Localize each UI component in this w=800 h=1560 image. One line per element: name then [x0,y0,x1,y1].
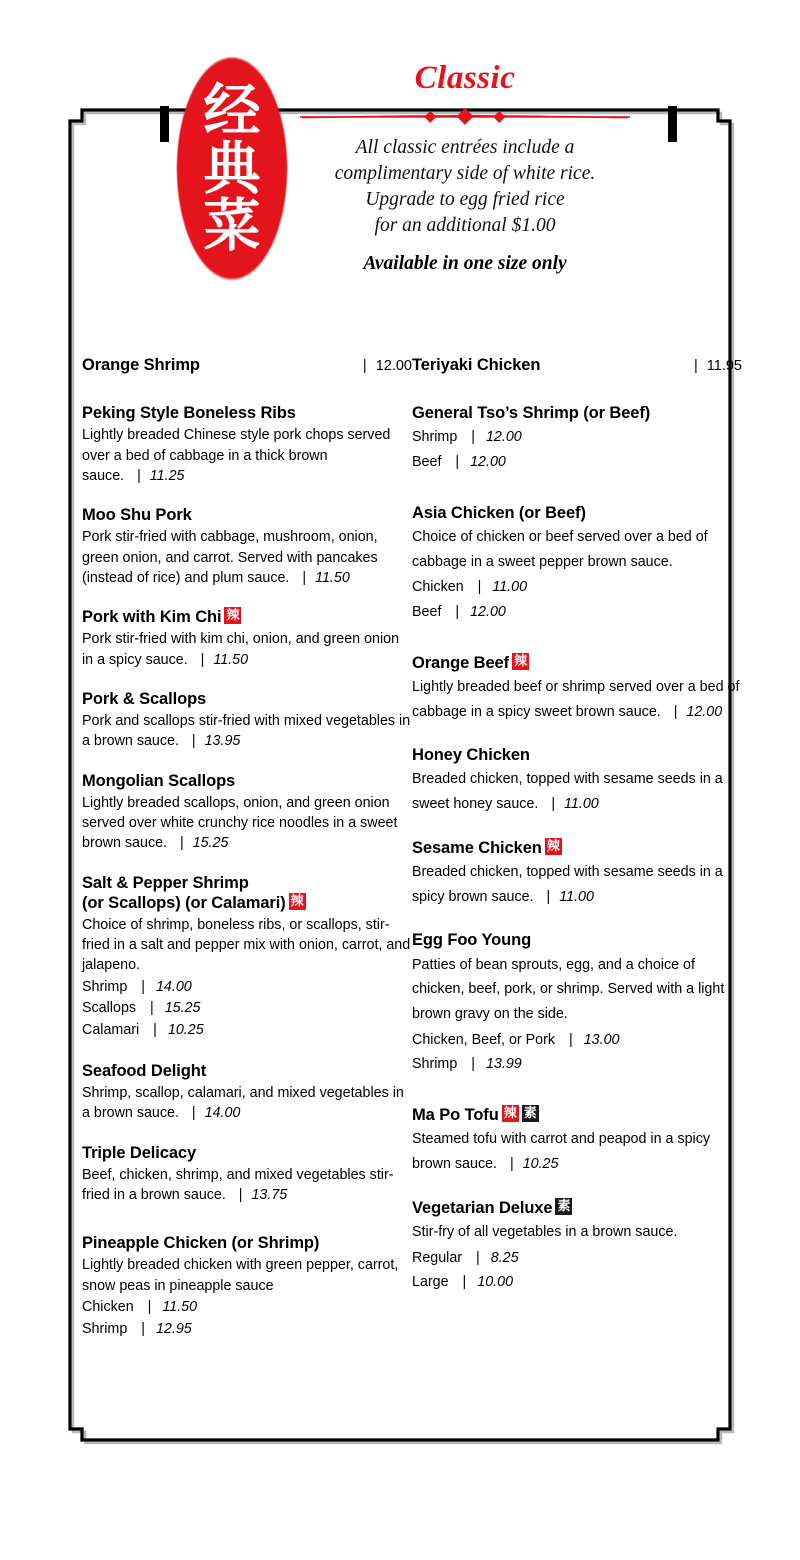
menu-item-name [82,355,200,375]
menu-item-name [82,505,412,525]
menu-item-price [363,358,412,374]
menu-item-price [124,468,184,484]
menu-item [82,505,412,588]
menu-item-name-text: Moo Shu Pork [82,506,192,525]
menu-item-description [412,675,742,724]
price-value: 13.00 [583,1031,620,1048]
menu-item-name-text: Mongolian Scallops [82,771,236,790]
price-separator: | [694,358,698,374]
divider-diamond-left [424,111,436,123]
menu-item-description [82,1255,412,1296]
menu-item [412,355,742,375]
description-text: Beef, chicken, shrimp, and mixed vegetables stir-fried in a brown sauce. [82,1166,394,1204]
menu-item-description [412,767,742,816]
menu-item [412,745,742,817]
menu-item-name-text: General Tso’s Shrimp (or Beef) [412,404,651,423]
description-text: Choice of chicken or beef served over a bed of cabbage in a sweet pepper brown sauce. [412,528,708,570]
menu-item-name [412,745,742,765]
price-option-label: Shrimp [412,1056,458,1073]
menu-item-name-line2: (or Scallops) (or Calamari) [82,893,286,912]
menu-item-name-text: Ma Po Tofu [412,1106,499,1125]
price-value: 11.95 [706,358,742,374]
availability-note: Available in one size only [363,252,567,274]
menu-item-name [412,930,742,950]
price-separator: | [502,1155,518,1172]
menu-item [82,771,412,854]
description-text: Lightly breaded beef or shrimp served over a bed of cabbage in a spicy sweet brown sauce. [412,678,740,720]
menu-item-price [694,358,742,374]
description-text: Breaded chicken, topped with sesame seeds in a sweet honey sauce. [412,771,723,813]
menu-item-price [534,889,594,905]
price-value: 13.99 [485,1056,522,1073]
header-note-line-3: Upgrade to egg fried rice [365,188,565,210]
price-option-label: Shrimp [82,1320,128,1337]
menu-item-price [179,733,240,749]
description-text: Lightly breaded scallops, onion, and green onion served over white crunchy rice noodles in a sweet brown sauce. [82,794,398,852]
menu-item [82,1061,412,1124]
price-separator: | [142,1000,154,1017]
menu-item-price-list [412,575,742,624]
price-option-row [412,575,742,600]
menu-item-price-list [82,977,412,1042]
menu-item-name [412,503,742,523]
price-value: 10.00 [477,1274,514,1291]
price-value: 11.00 [559,888,594,905]
menu-item-name [412,355,540,375]
price-option-label: Large [412,1274,449,1291]
seal-char-2: 典 [203,135,261,202]
menu-item-price [188,652,248,668]
menu-item-price [497,1156,558,1172]
price-separator: | [538,888,555,905]
price-value: 11.50 [162,1299,198,1316]
menu-item-name [412,403,742,423]
menu-item-description [412,953,742,1027]
menu-item [412,653,742,725]
price-value: 15.25 [164,1000,201,1017]
price-value: 13.95 [204,733,241,750]
divider-diamond-center [457,108,474,125]
menu-columns [0,355,800,1360]
menu-item-name [412,838,742,858]
spicy-tag-icon: 辣 [512,653,529,670]
price-option-label: Scallops [82,1000,137,1017]
price-option-row [82,977,412,999]
menu-item-description [82,793,412,854]
menu-item-description [82,915,412,976]
price-value: 10.25 [522,1155,559,1172]
price-separator: | [362,358,367,374]
page-title: Classic [414,60,516,96]
seal-char-1: 经 [203,77,261,144]
price-separator: | [230,1187,247,1204]
menu-item-name [412,653,742,673]
vegetarian-tag-icon: 素 [522,1105,539,1122]
spicy-tag-icon: 辣 [545,838,562,855]
menu-item [412,1105,742,1177]
menu-item-description [82,711,412,752]
seal-char-3: 菜 [203,193,261,260]
price-separator: | [468,1249,480,1266]
price-option-label: Chicken [412,579,464,596]
header-note [300,135,630,239]
price-value: 12.00 [470,453,506,470]
price-separator: | [294,569,311,586]
menu-item [82,1143,412,1206]
menu-item-name [82,607,412,627]
seal-characters [176,56,288,281]
price-value: 12.00 [470,603,506,620]
menu-item [412,1198,742,1295]
price-separator: | [665,703,682,720]
menu-item-description [82,1165,412,1206]
menu-item-name-text: Triple Delicacy [82,1143,197,1162]
price-separator: | [133,978,145,995]
header-note-line-4: for an additional $1.00 [374,214,556,236]
menu-item-name [82,1233,412,1253]
price-value: 11.50 [315,569,350,586]
description-text: Lightly breaded chicken with green pepper, carrot, snow peas in pineapple sauce [82,1257,399,1294]
price-value: 11.00 [492,579,528,596]
price-value: 8.25 [490,1249,519,1266]
menu-item-description [412,860,742,909]
description-text: Pork stir-fried with kim chi, onion, and green onion in a spicy sauce. [82,631,400,668]
price-value: 12.00 [485,429,522,446]
price-separator: | [183,733,200,750]
description-text: Shrimp, scallop, calamari, and mixed vegetables in a brown sauce. [82,1085,404,1122]
menu-item-head-row [412,355,742,375]
menu-item-name [82,403,412,423]
price-separator: | [183,1105,200,1122]
menu-item [412,838,742,910]
price-option-label: Beef [412,603,442,620]
price-option-row [412,450,742,475]
menu-item-price [167,835,228,851]
menu-item [412,503,742,625]
spicy-tag-icon: 辣 [224,607,241,624]
menu-item-description [82,527,412,588]
menu-item-description [412,1220,742,1245]
price-option-row [412,600,742,625]
menu-column-left [82,355,412,1360]
price-option-row [82,998,412,1020]
menu-item [82,355,412,375]
price-value: 14.00 [155,978,192,995]
menu-item [82,403,412,486]
menu-item-name [412,1105,742,1125]
price-option-label: Calamari [82,1022,140,1039]
price-value: 11.00 [564,796,599,813]
menu-item [82,873,412,1042]
price-option-label: Chicken [82,1299,134,1316]
menu-item-price [289,570,349,586]
description-text: Breaded chicken, topped with sesame seeds in a spicy brown sauce. [412,863,723,905]
price-option-row [82,1319,412,1341]
menu-item-name [82,1143,412,1163]
menu-item-description [82,629,412,670]
price-value: 15.25 [192,835,229,852]
description-text: Steamed tofu with carrot and peapod in a spicy brown sauce. [412,1131,711,1172]
menu-item-name-text: Pork with Kim Chi [82,608,222,627]
header-note-line-1: All classic entrées include a [355,137,575,158]
menu-item-price [538,796,598,812]
menu-item-head-row [82,355,412,375]
price-value: 12.00 [375,358,412,374]
price-option-row [412,1270,742,1295]
price-value: 10.25 [167,1022,204,1039]
price-option-row [82,1020,412,1042]
price-value: 11.50 [213,651,249,668]
price-option-label: Regular [412,1249,463,1266]
menu-item-name-text: Teriyaki Chicken [412,356,541,374]
menu-item [82,607,412,670]
divider-diamond-right [493,111,505,123]
price-option-label: Shrimp [412,429,458,446]
price-separator: | [145,1022,157,1039]
spicy-tag-icon: 辣 [502,1105,519,1122]
price-separator: | [447,603,460,620]
price-separator: | [543,796,560,813]
menu-item-price-list [412,425,742,474]
price-value: 14.00 [204,1105,241,1122]
menu-item [82,1233,412,1340]
price-option-row [82,1297,412,1319]
menu-item-price-list [412,1028,742,1077]
price-option-row [412,1246,742,1271]
price-value: 13.75 [251,1187,288,1204]
description-text: Stir-fry of all vegetables in a brown sauce. [412,1223,678,1240]
menu-item-name-text: Orange Shrimp [82,356,200,374]
menu-item-name-text: Sesame Chicken [412,838,542,857]
menu-item-name [412,1198,742,1218]
menu-item [82,689,412,752]
price-value: 12.00 [686,703,723,720]
price-separator: | [172,835,188,852]
price-option-label: Shrimp [82,978,128,995]
price-option-label: Beef [412,453,442,470]
price-separator: | [192,651,209,668]
price-option-label: Chicken, Beef, or Pork [412,1031,556,1048]
price-option-row [412,1052,742,1077]
price-value: 11.25 [149,467,185,484]
menu-item-name-text: Peking Style Boneless Ribs [82,404,296,423]
menu-item-name [82,689,412,709]
menu-item-name-text: Pork & Scallops [82,689,207,708]
price-option-row [412,1028,742,1053]
title-divider [300,107,630,125]
menu-item [412,403,742,475]
price-separator: | [454,1274,467,1291]
menu-item-description [412,525,742,574]
description-text: Choice of shrimp, boneless ribs, or scallops, stir-fried in a salt and pepper mix with onion, carrot, and jalapeno. [82,916,411,974]
menu-item-name-text: Orange Beef [412,653,510,672]
menu-item-price [179,1105,240,1121]
price-separator: | [129,467,145,484]
header-note-line-2: complimentary side of white rice. [334,162,596,184]
menu-item-price [226,1187,287,1203]
menu-item [412,930,742,1077]
menu-item-name-text: Pineapple Chicken (or Shrimp) [82,1234,320,1253]
spicy-tag-icon: 辣 [289,893,306,910]
menu-item-price-list [82,1297,412,1340]
menu-item-price-list [412,1246,742,1295]
price-separator: | [133,1320,145,1337]
menu-item-name-text: Honey Chicken [412,746,530,765]
price-separator: | [561,1031,573,1048]
menu-item-name-text: Asia Chicken (or Beef) [412,503,586,522]
vegetarian-tag-icon: 素 [555,1198,572,1215]
menu-item-name-text: Seafood Delight [82,1061,207,1080]
menu-item-name-text: Salt & Pepper Shrimp [82,873,249,892]
menu-item-name-text: Vegetarian Deluxe [412,1198,553,1217]
menu-item-description [82,425,412,486]
price-separator: | [139,1299,152,1316]
description-text: Pork and scallops stir-fried with mixed vegetables in a brown sauce. [82,713,411,750]
price-separator: | [447,453,460,470]
price-separator: | [463,1056,475,1073]
menu-item-name-text: Egg Foo Young [412,931,532,950]
price-value: 12.95 [155,1320,192,1337]
menu-item-name [82,771,412,791]
header-text-block [300,62,630,275]
classic-dishes-seal-icon [176,56,288,281]
menu-column-right [412,355,742,1360]
price-separator: | [463,429,475,446]
menu-item-name [82,873,412,913]
description-text: Lightly breaded Chinese style pork chops served over a bed of cabbage in a thick brown sauce. [82,427,391,484]
menu-item-price [661,704,722,720]
menu-header [0,0,800,300]
price-option-row [412,425,742,450]
menu-item-description [412,1127,742,1176]
menu-item-description [82,1083,412,1124]
description-text: Pork stir-fried with cabbage, mushroom, onion, green onion, and carrot. Served with pancakes (instead of rice) and plum sauce. [82,529,378,586]
price-separator: | [469,579,482,596]
description-text: Patties of bean sprouts, egg, and a choice of chicken, beef, pork, or shrimp. Served with a light brown gravy on the side. [412,956,725,1022]
menu-item-name [82,1061,412,1081]
